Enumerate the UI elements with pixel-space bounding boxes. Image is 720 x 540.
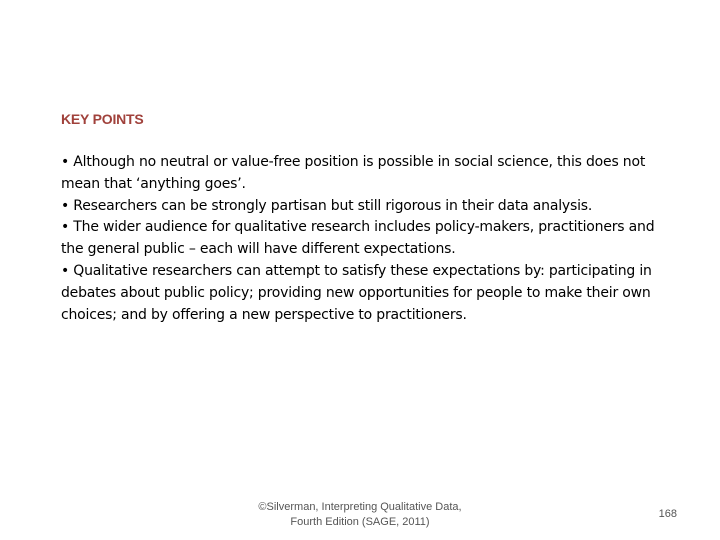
footer-credit <box>230 500 490 530</box>
footer-credit-line2: Fourth Edition (SAGE, 2011) <box>290 516 430 528</box>
page-number: 168 <box>658 508 677 520</box>
slide-heading: KEY POINTS <box>61 111 144 127</box>
footer-credit-line1: ©Silverman, Interpreting Qualitative Data, <box>258 501 462 513</box>
key-point-item: • Qualitative researchers can attempt to satisfy these expectations by: participating in debates about public policy; providing new opportunities for people to make their own choices; and by offering a new perspective to practitioners. <box>61 262 652 323</box>
key-points-list <box>61 152 661 326</box>
key-point-item: • Although no neutral or value-free position is possible in social science, this does not mean that ‘anything goes’. <box>61 154 646 192</box>
key-point-item: • Researchers can be strongly partisan but still rigorous in their data analysis. <box>61 197 593 214</box>
key-point-item: • The wider audience for qualitative research includes policy-makers, practitioners and the general public – each will have different expectations. <box>61 219 655 258</box>
